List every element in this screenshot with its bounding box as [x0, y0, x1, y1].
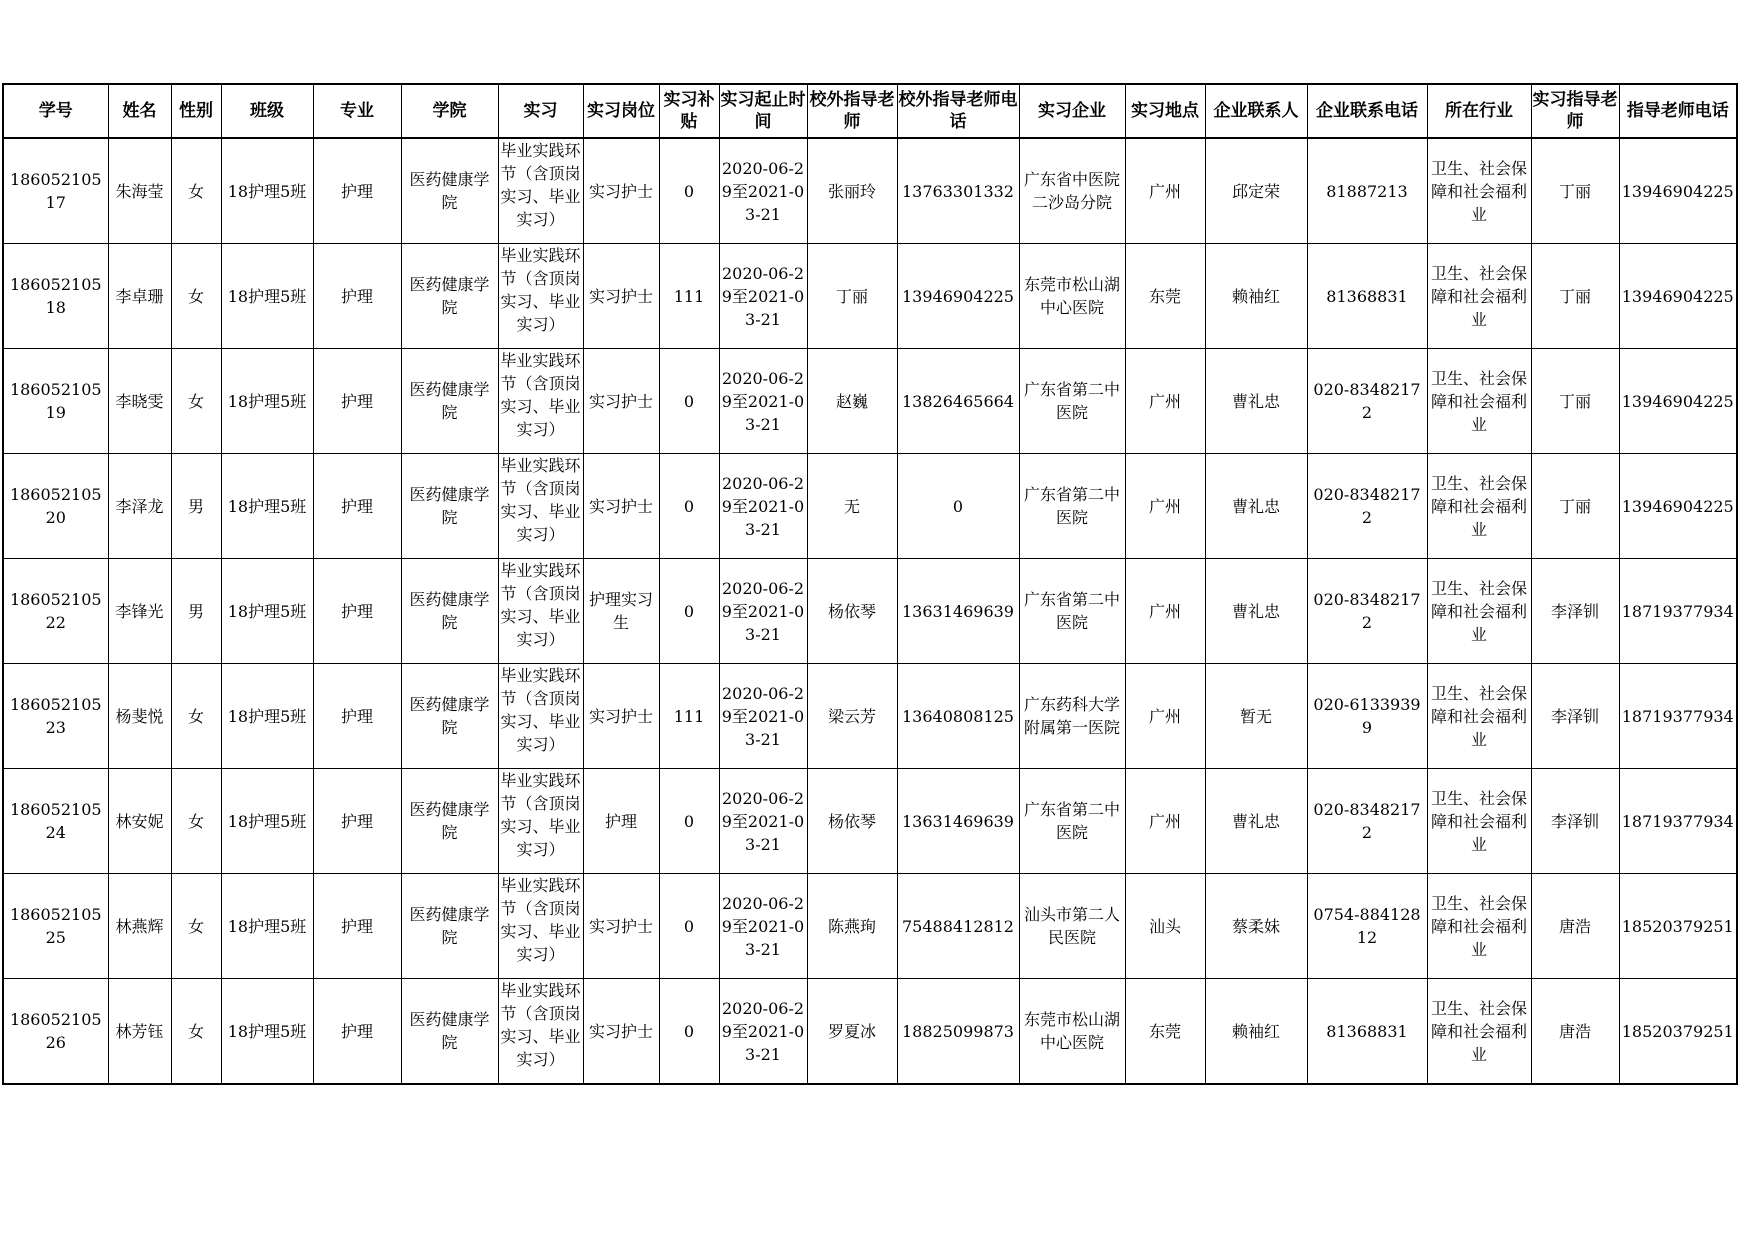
cell-internship-company: 广东省第二中医院 [1019, 769, 1125, 874]
cell-college: 医药健康学院 [401, 559, 498, 664]
cell-external-advisor-phone: 13640808125 [897, 664, 1019, 769]
cell-internship-type [498, 874, 583, 979]
cell-internship-advisor: 李泽钏 [1531, 769, 1619, 874]
cell-external-advisor: 杨依琴 [807, 769, 897, 874]
cell-internship-company: 广东药科大学附属第一医院 [1019, 664, 1125, 769]
cell-advisor-phone: 13946904225 [1619, 138, 1737, 244]
cell-gender: 女 [171, 769, 221, 874]
cell-internship-subsidy: 111 [659, 244, 719, 349]
cell-college: 医药健康学院 [401, 138, 498, 244]
header-major: 专业 [313, 84, 401, 138]
cell-company-contact: 曹礼忠 [1205, 559, 1307, 664]
cell-internship-position: 护理实习生 [583, 559, 659, 664]
cell-internship-company: 广东省第二中医院 [1019, 454, 1125, 559]
cell-internship-subsidy: 0 [659, 559, 719, 664]
cell-internship-advisor: 李泽钏 [1531, 559, 1619, 664]
cell-internship-type [498, 349, 583, 454]
cell-internship-type [498, 559, 583, 664]
cell-internship-type [498, 454, 583, 559]
table-row [3, 349, 1737, 454]
cell-company-phone: 020-83482172 [1307, 769, 1427, 874]
cell-internship-location: 广州 [1125, 664, 1205, 769]
cell-internship-position: 实习护士 [583, 979, 659, 1085]
cell-industry: 卫生、社会保障和社会福利业 [1427, 349, 1531, 454]
header-gender: 性别 [171, 84, 221, 138]
cell-industry: 卫生、社会保障和社会福利业 [1427, 979, 1531, 1085]
cell-internship-company: 广东省第二中医院 [1019, 349, 1125, 454]
cell-major: 护理 [313, 138, 401, 244]
table-row [3, 664, 1737, 769]
cell-text: 毕业实践环节（含顶岗实习、毕业实习） [500, 351, 581, 439]
cell-gender: 女 [171, 874, 221, 979]
cell-class: 18护理5班 [221, 979, 313, 1085]
header-internship-position: 实习岗位 [583, 84, 659, 138]
cell-class: 18护理5班 [221, 454, 313, 559]
cell-external-advisor: 罗夏冰 [807, 979, 897, 1085]
cell-name: 林安妮 [108, 769, 171, 874]
cell-class: 18护理5班 [221, 244, 313, 349]
cell-external-advisor-phone: 18825099873 [897, 979, 1019, 1085]
cell-internship-location: 广州 [1125, 349, 1205, 454]
cell-text: 毕业实践环节（含顶岗实习、毕业实习） [500, 246, 581, 334]
cell-external-advisor: 张丽玲 [807, 138, 897, 244]
cell-internship-period: 2020-06-29至2021-03-21 [719, 769, 807, 874]
table-row [3, 874, 1737, 979]
cell-industry: 卫生、社会保障和社会福利业 [1427, 244, 1531, 349]
cell-internship-subsidy: 0 [659, 349, 719, 454]
cell-internship-subsidy: 111 [659, 664, 719, 769]
cell-major: 护理 [313, 874, 401, 979]
cell-company-phone: 020-83482172 [1307, 454, 1427, 559]
cell-company-phone: 020-83482172 [1307, 559, 1427, 664]
table-row [3, 138, 1737, 244]
cell-class: 18护理5班 [221, 769, 313, 874]
cell-company-contact: 邱定荣 [1205, 138, 1307, 244]
cell-internship-position: 实习护士 [583, 874, 659, 979]
cell-advisor-phone: 18719377934 [1619, 664, 1737, 769]
cell-internship-advisor: 唐浩 [1531, 979, 1619, 1085]
cell-internship-advisor: 李泽钏 [1531, 664, 1619, 769]
cell-internship-position: 实习护士 [583, 138, 659, 244]
cell-text: 毕业实践环节（含顶岗实习、毕业实习） [500, 561, 581, 649]
cell-external-advisor: 梁云芳 [807, 664, 897, 769]
header-external-advisor: 校外指导老师 [807, 84, 897, 138]
cell-gender: 女 [171, 979, 221, 1085]
cell-advisor-phone: 13946904225 [1619, 349, 1737, 454]
cell-internship-advisor: 丁丽 [1531, 138, 1619, 244]
header-external-advisor-phone: 校外指导老师电话 [897, 84, 1019, 138]
cell-company-contact: 曹礼忠 [1205, 454, 1307, 559]
cell-name: 杨斐悦 [108, 664, 171, 769]
cell-name: 林燕辉 [108, 874, 171, 979]
cell-industry: 卫生、社会保障和社会福利业 [1427, 454, 1531, 559]
cell-class: 18护理5班 [221, 664, 313, 769]
cell-gender: 男 [171, 454, 221, 559]
cell-student-id: 18605210525 [3, 874, 108, 979]
cell-external-advisor: 杨依琴 [807, 559, 897, 664]
cell-college: 医药健康学院 [401, 349, 498, 454]
cell-student-id: 18605210520 [3, 454, 108, 559]
table-row [3, 454, 1737, 559]
cell-industry: 卫生、社会保障和社会福利业 [1427, 874, 1531, 979]
cell-internship-advisor: 丁丽 [1531, 454, 1619, 559]
cell-external-advisor-phone: 13826465664 [897, 349, 1019, 454]
cell-internship-location: 东莞 [1125, 979, 1205, 1085]
header-company-phone: 企业联系电话 [1307, 84, 1427, 138]
cell-internship-type [498, 769, 583, 874]
cell-internship-advisor: 丁丽 [1531, 349, 1619, 454]
cell-advisor-phone: 18520379251 [1619, 979, 1737, 1085]
cell-name: 林芳钰 [108, 979, 171, 1085]
cell-text: 毕业实践环节（含顶岗实习、毕业实习） [500, 771, 581, 859]
cell-class: 18护理5班 [221, 874, 313, 979]
cell-internship-position: 实习护士 [583, 454, 659, 559]
cell-major: 护理 [313, 979, 401, 1085]
cell-internship-period: 2020-06-29至2021-03-21 [719, 454, 807, 559]
cell-external-advisor-phone: 0 [897, 454, 1019, 559]
cell-student-id: 18605210523 [3, 664, 108, 769]
cell-internship-subsidy: 0 [659, 874, 719, 979]
cell-internship-type [498, 664, 583, 769]
cell-class: 18护理5班 [221, 138, 313, 244]
cell-student-id: 18605210518 [3, 244, 108, 349]
header-internship-type: 实习 [498, 84, 583, 138]
header-college: 学院 [401, 84, 498, 138]
cell-advisor-phone: 13946904225 [1619, 454, 1737, 559]
cell-internship-period: 2020-06-29至2021-03-21 [719, 244, 807, 349]
header-internship-location: 实习地点 [1125, 84, 1205, 138]
cell-internship-period: 2020-06-29至2021-03-21 [719, 979, 807, 1085]
header-industry: 所在行业 [1427, 84, 1531, 138]
cell-industry: 卫生、社会保障和社会福利业 [1427, 664, 1531, 769]
cell-internship-location: 广州 [1125, 559, 1205, 664]
cell-internship-period: 2020-06-29至2021-03-21 [719, 664, 807, 769]
cell-internship-period: 2020-06-29至2021-03-21 [719, 559, 807, 664]
cell-internship-location: 广州 [1125, 769, 1205, 874]
cell-company-contact: 赖袖红 [1205, 979, 1307, 1085]
cell-internship-period: 2020-06-29至2021-03-21 [719, 349, 807, 454]
cell-internship-period: 2020-06-29至2021-03-21 [719, 138, 807, 244]
cell-external-advisor: 无 [807, 454, 897, 559]
cell-gender: 女 [171, 664, 221, 769]
table-row [3, 979, 1737, 1085]
cell-major: 护理 [313, 244, 401, 349]
cell-external-advisor-phone: 13763301332 [897, 138, 1019, 244]
cell-internship-type [498, 244, 583, 349]
cell-class: 18护理5班 [221, 349, 313, 454]
cell-name: 李锋光 [108, 559, 171, 664]
cell-company-phone: 81887213 [1307, 138, 1427, 244]
cell-company-contact: 赖袖红 [1205, 244, 1307, 349]
cell-internship-company: 广东省第二中医院 [1019, 559, 1125, 664]
cell-industry: 卫生、社会保障和社会福利业 [1427, 559, 1531, 664]
cell-student-id: 18605210522 [3, 559, 108, 664]
cell-internship-subsidy: 0 [659, 454, 719, 559]
cell-internship-location: 汕头 [1125, 874, 1205, 979]
cell-text: 毕业实践环节（含顶岗实习、毕业实习） [500, 666, 581, 754]
cell-college: 医药健康学院 [401, 664, 498, 769]
cell-gender: 女 [171, 349, 221, 454]
cell-name: 李卓珊 [108, 244, 171, 349]
cell-internship-advisor: 唐浩 [1531, 874, 1619, 979]
cell-internship-location: 广州 [1125, 454, 1205, 559]
header-internship-advisor: 实习指导老师 [1531, 84, 1619, 138]
cell-advisor-phone: 18520379251 [1619, 874, 1737, 979]
cell-external-advisor-phone: 13946904225 [897, 244, 1019, 349]
cell-company-phone: 81368831 [1307, 244, 1427, 349]
cell-text: 毕业实践环节（含顶岗实习、毕业实习） [500, 876, 581, 964]
cell-internship-company: 东莞市松山湖中心医院 [1019, 244, 1125, 349]
cell-internship-type [498, 979, 583, 1085]
cell-gender: 男 [171, 559, 221, 664]
cell-class: 18护理5班 [221, 559, 313, 664]
cell-external-advisor-phone: 13631469639 [897, 559, 1019, 664]
cell-advisor-phone: 13946904225 [1619, 244, 1737, 349]
cell-internship-subsidy: 0 [659, 979, 719, 1085]
cell-gender: 女 [171, 138, 221, 244]
header-internship-period: 实习起止时间 [719, 84, 807, 138]
cell-internship-type [498, 138, 583, 244]
cell-college: 医药健康学院 [401, 244, 498, 349]
cell-external-advisor: 丁丽 [807, 244, 897, 349]
cell-major: 护理 [313, 664, 401, 769]
cell-name: 李晓雯 [108, 349, 171, 454]
cell-college: 医药健康学院 [401, 874, 498, 979]
header-company-contact: 企业联系人 [1205, 84, 1307, 138]
cell-company-contact: 曹礼忠 [1205, 769, 1307, 874]
cell-college: 医药健康学院 [401, 454, 498, 559]
table-row [3, 559, 1737, 664]
cell-college: 医药健康学院 [401, 979, 498, 1085]
cell-student-id: 18605210517 [3, 138, 108, 244]
cell-external-advisor-phone: 13631469639 [897, 769, 1019, 874]
header-internship-company: 实习企业 [1019, 84, 1125, 138]
cell-internship-position: 护理 [583, 769, 659, 874]
cell-company-contact: 暂无 [1205, 664, 1307, 769]
cell-company-phone: 020-83482172 [1307, 349, 1427, 454]
cell-company-contact: 蔡柔妹 [1205, 874, 1307, 979]
header-name: 姓名 [108, 84, 171, 138]
internship-table [2, 83, 1738, 1085]
cell-internship-company: 汕头市第二人民医院 [1019, 874, 1125, 979]
cell-external-advisor: 赵巍 [807, 349, 897, 454]
cell-industry: 卫生、社会保障和社会福利业 [1427, 138, 1531, 244]
cell-external-advisor: 陈燕珣 [807, 874, 897, 979]
cell-company-phone: 0754-88412812 [1307, 874, 1427, 979]
cell-company-phone: 81368831 [1307, 979, 1427, 1085]
table-header [3, 84, 1737, 138]
cell-internship-company: 东莞市松山湖中心医院 [1019, 979, 1125, 1085]
cell-internship-position: 实习护士 [583, 349, 659, 454]
table-row [3, 244, 1737, 349]
cell-internship-subsidy: 0 [659, 138, 719, 244]
cell-external-advisor-phone: 75488412812 [897, 874, 1019, 979]
cell-industry: 卫生、社会保障和社会福利业 [1427, 769, 1531, 874]
cell-internship-position: 实习护士 [583, 244, 659, 349]
cell-major: 护理 [313, 349, 401, 454]
cell-text: 毕业实践环节（含顶岗实习、毕业实习） [500, 456, 581, 544]
cell-student-id: 18605210519 [3, 349, 108, 454]
cell-internship-advisor: 丁丽 [1531, 244, 1619, 349]
cell-student-id: 18605210526 [3, 979, 108, 1085]
cell-text: 毕业实践环节（含顶岗实习、毕业实习） [500, 141, 581, 229]
cell-name: 朱海莹 [108, 138, 171, 244]
table-body [3, 138, 1737, 1084]
cell-major: 护理 [313, 454, 401, 559]
table-row [3, 769, 1737, 874]
cell-internship-location: 东莞 [1125, 244, 1205, 349]
cell-internship-period: 2020-06-29至2021-03-21 [719, 874, 807, 979]
header-class: 班级 [221, 84, 313, 138]
cell-internship-subsidy: 0 [659, 769, 719, 874]
cell-major: 护理 [313, 559, 401, 664]
cell-advisor-phone: 18719377934 [1619, 769, 1737, 874]
cell-advisor-phone: 18719377934 [1619, 559, 1737, 664]
header-student-id: 学号 [3, 84, 108, 138]
cell-internship-location: 广州 [1125, 138, 1205, 244]
cell-text: 毕业实践环节（含顶岗实习、毕业实习） [500, 981, 581, 1069]
cell-major: 护理 [313, 769, 401, 874]
cell-student-id: 18605210524 [3, 769, 108, 874]
header-advisor-phone: 指导老师电话 [1619, 84, 1737, 138]
cell-internship-company: 广东省中医院二沙岛分院 [1019, 138, 1125, 244]
cell-gender: 女 [171, 244, 221, 349]
cell-company-phone: 020-61339399 [1307, 664, 1427, 769]
cell-internship-position: 实习护士 [583, 664, 659, 769]
cell-name: 李泽龙 [108, 454, 171, 559]
header-internship-subsidy: 实习补贴 [659, 84, 719, 138]
header-row [3, 84, 1737, 138]
cell-company-contact: 曹礼忠 [1205, 349, 1307, 454]
cell-college: 医药健康学院 [401, 769, 498, 874]
